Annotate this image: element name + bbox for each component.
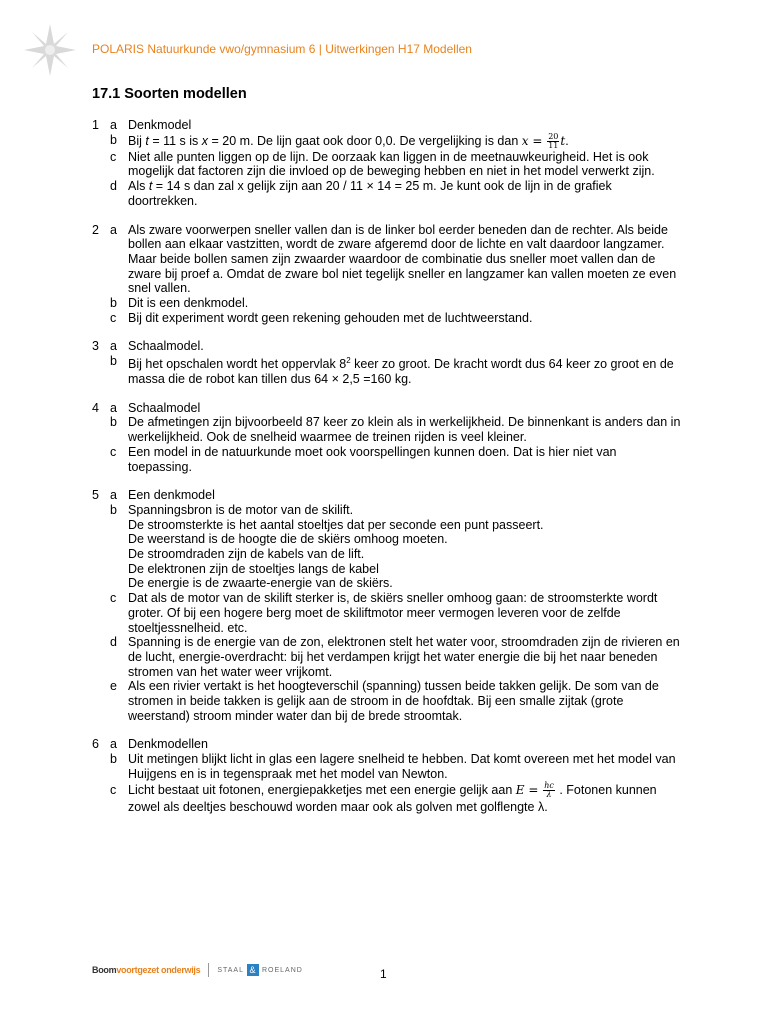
answer-letter: c [110,310,117,325]
answer-letter: b [110,415,117,430]
answer-line: De stroomdraden zijn de kabels van de lift. [128,547,365,562]
answer-5a [92,488,682,503]
answer-text: Uit metingen blijkt licht in glas een lagere snelheid te hebben. Dat komt overeen met het model van Huijgens en is in tegenspraak met het model van Newton. [128,752,676,781]
answer-line: De stroomsterkte is het aantal stoeltjes dat per seconde een punt passeert. [128,517,544,532]
answer-text: Denkmodellen [128,737,208,752]
answer-6a [92,737,682,752]
answer-text: Een model in de natuurkunde moet ook voorspellingen kunnen doen. Dat is hier niet van toepassing. [128,444,617,474]
answer-text: Als een rivier vertakt is het hoogteverschil (spanning) tussen beide takken gelijk. De som van de stromen in beide takken is gelijk aan de stroom in de hoofdtak. Bij een smalle zijtak (grote weerstand) stroom minder water dan bij de brede stroomtak. [128,679,659,723]
section-title: 17.1 Soorten modellen [92,86,247,102]
answer-text: Bij t = 11 s is x = 20 m. De lijn gaat ook door 0,0. De vergelijking is dan x = $\frac{20}{11}$ t. [128,131,569,150]
answer-line: Spanningsbron is de motor van de skilift. [128,502,354,517]
answer-letter: a [110,400,117,415]
answer-3b [92,354,682,387]
question-5 [92,488,682,723]
answer-3a [92,339,682,354]
answer-1c [92,150,682,179]
answer-text: Licht bestaat uit fotonen, energiepakketjes met een energie gelijk aan E = $\frac{hc}{\lambda}$ . Fotonen kunnen zowel als deeltjes beschouwd worden maar ook als golven met golflengte λ. [128,780,657,814]
answer-letter: a [110,488,117,503]
answers-body [92,118,682,829]
answer-6b [92,752,682,781]
question-number: 3 [92,339,99,354]
answer-text: Bij dit experiment wordt geen rekening gehouden met de luchtweerstand. [128,310,533,325]
question-6 [92,737,682,814]
answer-2c [92,311,682,326]
equation: E = [515,782,543,797]
answer-text: Een denkmodel [128,488,215,503]
answer-text: Bij het opschalen wordt het oppervlak $8^2$ keer zo groot. De kracht wordt dus 64 keer zo groot en de massa die de robot kan tillen dus 64 × 2,5 =160 kg. [128,356,674,386]
question-number: 6 [92,737,99,752]
answer-text [128,503,682,591]
question-number: 2 [92,222,99,237]
answer-text: De afmetingen zijn bijvoorbeeld 87 keer zo klein als in werkelijkheid. De binnenkant is anders dan in werkelijkheid. Ook de snelheid waarmee de treinen rijden is veel kleiner. [128,415,681,445]
answer-text: Schaalmodel [128,400,201,415]
answer-letter: b [110,502,117,517]
page-number: 1 [380,967,387,981]
answer-letter: b [110,354,117,369]
question-1 [92,118,682,209]
answer-1d [92,179,682,208]
answer-letter: c [110,591,117,606]
answer-letter: e [110,679,117,694]
staal-roeland-logo: STAAL & ROELAND [217,965,303,975]
answer-2b [92,296,682,311]
answer-5b [92,503,682,591]
logo-divider [208,963,209,977]
question-2 [92,223,682,326]
answer-text: Als zware voorwerpen sneller vallen dan is de linker bol eerder beneden dan de rechter. Als beide bollen aan elkaar vastzitten, wordt de zware afgeremd door de lichte en valt daardoor langzamer. Maar beide bollen samen zijn zwaarder waardoor de combinatie dus sneller moet vallen dan de zware bij proef a. Omdat de zware bol niet tegelijk sneller en langzamer kan vallen moeten ze even snel vallen. [128,222,677,296]
answer-1a [92,118,682,133]
answer-letter: b [110,296,117,311]
question-number: 4 [92,400,99,415]
answer-4c [92,445,682,474]
fraction: $\frac{20}{11}$ [548,131,559,150]
answer-letter: d [110,635,117,650]
question-number: 1 [92,118,99,132]
answer-letter: a [110,118,117,132]
answer-line: De weerstand is de hoogte die de skiërs omhoog moeten. [128,532,448,547]
question-number: 5 [92,488,99,503]
answer-letter: c [110,149,117,164]
answer-5e [92,679,682,723]
answer-text: Dit is een denkmodel. [128,296,249,311]
answer-letter: a [110,339,117,354]
answer-5d [92,635,682,679]
fraction: $\frac{hc}{\lambda}$ [544,780,554,799]
answer-letter: a [110,222,117,237]
answer-letter: b [110,132,117,147]
answer-letter: a [110,737,117,752]
answer-2a [92,223,682,297]
equation: x = [521,133,547,148]
answer-letter: c [110,444,117,459]
answer-text: Denkmodel [128,118,192,132]
answer-letter: b [110,752,117,767]
answer-1b [92,133,682,150]
answer-text: Dat als de motor van de skilift sterker is, de skiërs sneller omhoog gaan: de stroomsterkte wordt groter. Of bij een hogere berg moet de skiliftmotor meer vermogen leveren voor de zelfde stoeltjessnelheid. etc. [128,591,658,635]
answer-line: De elektronen zijn de stoeltjes langs de kabel [128,561,379,576]
page-header: POLARIS Natuurkunde vwo/gymnasium 6 | Uitwerkingen H17 Modellen [92,42,472,56]
publisher-logos [92,963,303,977]
question-4 [92,401,682,475]
question-3 [92,339,682,386]
answer-letter: d [110,179,117,194]
answer-text: Niet alle punten liggen op de lijn. De oorzaak kan liggen in de meetnauwkeurigheid. Het is ook mogelijk dat factoren zijn die invloed op de beweging hebben en niet in het model verwerkt zijn. [128,149,655,179]
answer-letter: c [110,782,117,797]
polaris-logo-icon [22,22,78,78]
answer-4b [92,415,682,444]
boom-vo-logo: Boomvoortgezet onderwijs [92,965,201,975]
answer-text: Als t = 14 s dan zal x gelijk zijn aan 20 / 11 × 14 = 25 m. Je kunt ook de lijn in de grafiek doortrekken. [128,179,612,208]
answer-line: De energie is de zwaarte-energie van de skiërs. [128,576,393,591]
answer-4a [92,401,682,416]
answer-6c [92,782,682,815]
answer-5c [92,591,682,635]
answer-text: Spanning is de energie van de zon, elektronen stelt het water voor, stroomdraden zijn de rivieren en de lucht, energie-overdracht: bij het verdampen krijgt het water energie die bij het naar beneden stromen van het water weer vrijkomt. [128,635,680,679]
answer-text: Schaalmodel. [128,339,204,354]
